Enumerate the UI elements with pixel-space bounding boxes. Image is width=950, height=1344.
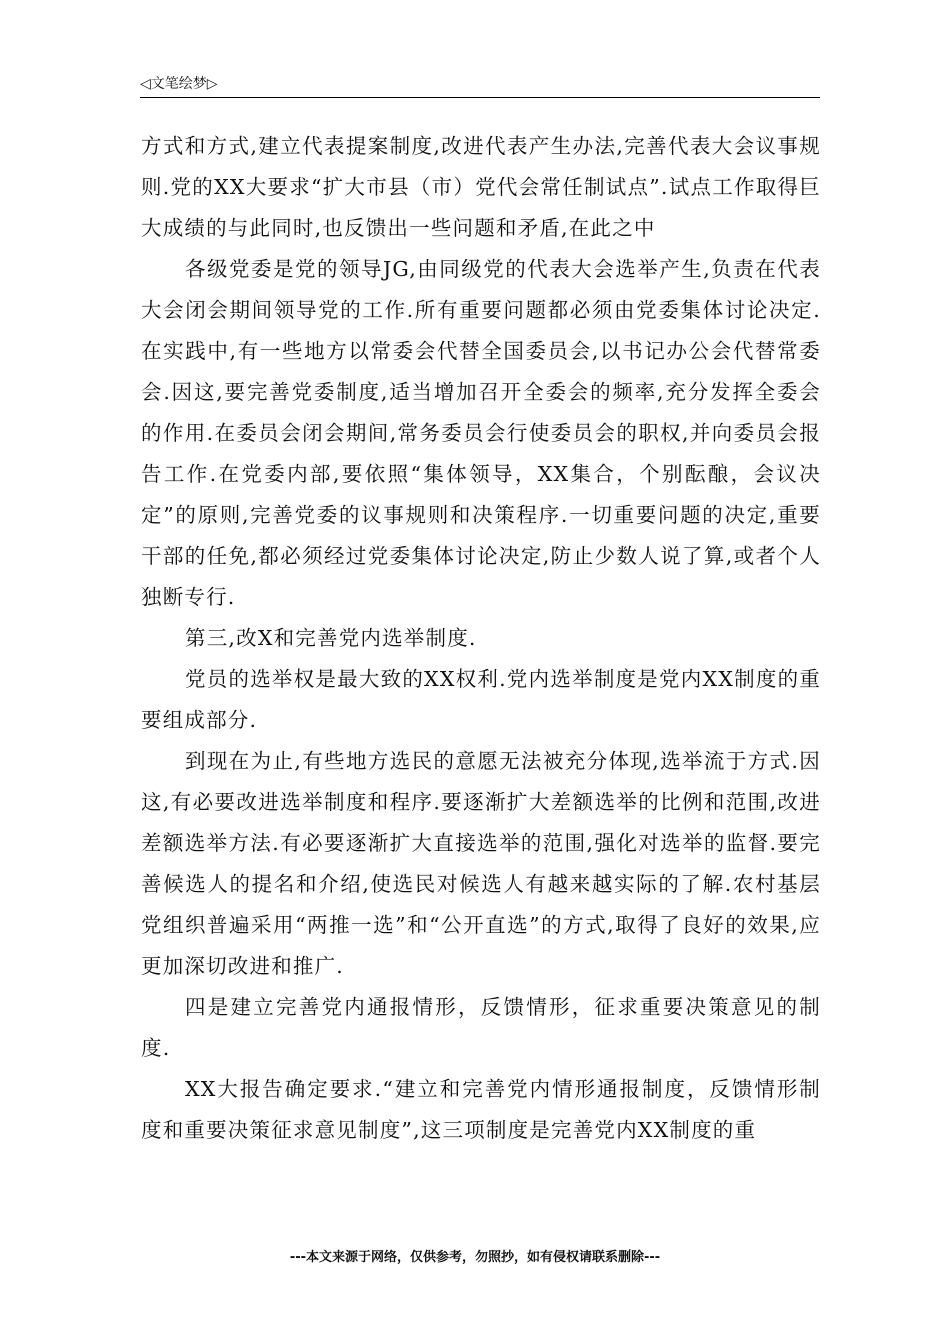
paragraph-6: 四是建立完善党内通报情形，反馈情形，征求重要决策意见的制度. [141,995,821,1060]
paragraph-4: 党员的选举权是最大致的XX权利.党内选举制度是党内XX制度的重要组成部分. [141,667,821,732]
page-header [140,74,820,96]
header-rule [140,97,820,98]
paragraph-1: 方式和方式,建立代表提案制度,改进代表产生办法,完善代表大会议事规则.党的XX大要求“扩大市县（市）党代会常任制试点”.试点工作取得巨大成绩的与此同时,也反馈出一些问题和矛盾,在此之中 [141,134,821,240]
document-body [141,126,821,1151]
paragraph-2: 各级党委是党的领导JG,由同级党的代表大会选举产生,负责在代表大会闭会期间领导党的工作.所有重要问题都必须由党委集体讨论决定.在实践中,有一些地方以常委会代替全国委员会,以书记办公会代替常委会.因这,要完善党委制度,适当增加召开全委会的频率,充分发挥全委会的作用.在委员会闭会期间,常务委员会行使委员会的职权,并向委员会报告工作.在党委内部,要依照“集体领导，XX集合，个别酝酿，会议决定”的原则,完善党委的议事规则和决策程序.一切重要问题的决定,重要干部的任免,都必须经过党委集体讨论决定,防止少数人说了算,或者个人独断专行. [141,257,821,609]
paragraph-5: 到现在为止,有些地方选民的意愿无法被充分体现,选举流于方式.因这,有必要改进选举制度和程序.要逐渐扩大差额选举的比例和范围,改进差额选举方法.有必要逐渐扩大直接选举的范围,强化对选举的监督.要完善候选人的提名和介绍,使选民对候选人有越来越实际的了解.农村基层党组织普遍采用“两推一选”和“公开直选”的方式,取得了良好的效果,应更加深切改进和推广. [141,749,821,978]
paragraph-7: XX大报告确定要求.“建立和完善党内情形通报制度，反馈情形制度和重要决策征求意见制度”,这三项制度是完善党内XX制度的重 [141,1077,821,1142]
paragraph-3: 第三,改X和完善党内选举制度. [185,626,477,650]
header-brand: ◁文笔绘梦▷ [140,76,218,92]
footer-notice: ---本文来源于网络，仅供参考，勿照抄，如有侵权请联系删除--- [289,1250,661,1265]
